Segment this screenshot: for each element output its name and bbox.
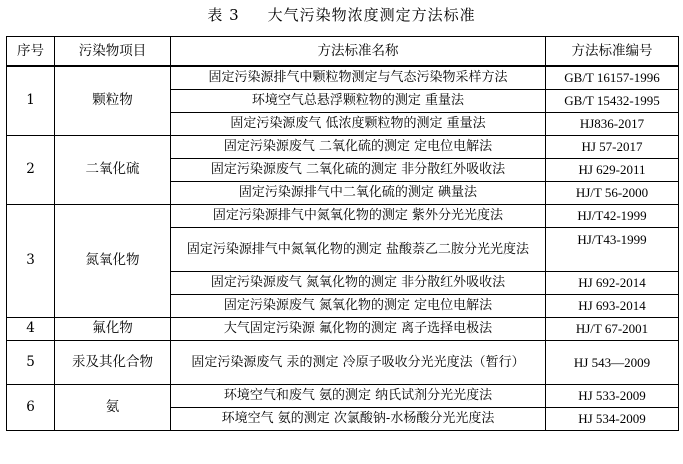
pollutant-name: 氨 bbox=[55, 384, 171, 430]
pollutant-name: 氮氧化物 bbox=[55, 204, 171, 317]
method-code: HJ/T 67-2001 bbox=[546, 317, 679, 340]
header-pollutant: 污染物项目 bbox=[55, 37, 171, 67]
method-code: HJ 693-2014 bbox=[546, 294, 679, 317]
pollutant-name: 颗粒物 bbox=[55, 66, 171, 135]
table-row bbox=[7, 66, 679, 89]
table-row bbox=[7, 340, 679, 384]
header-index: 序号 bbox=[7, 37, 55, 67]
method-name: 环境空气和废气 氨的测定 纳氏试剂分光光度法 bbox=[171, 384, 546, 407]
method-code: HJ 534-2009 bbox=[546, 407, 679, 430]
pollutant-name: 汞及其化合物 bbox=[55, 340, 171, 384]
header-row bbox=[7, 37, 679, 67]
row-index: 5 bbox=[7, 340, 55, 384]
method-code: HJ/T43-1999 bbox=[546, 227, 679, 271]
method-name: 固定污染源排气中二氧化硫的测定 碘量法 bbox=[171, 181, 546, 204]
method-code: HJ 543—2009 bbox=[546, 340, 679, 384]
table-caption bbox=[0, 4, 683, 25]
method-name: 环境空气 氨的测定 次氯酸钠-水杨酸分光光度法 bbox=[171, 407, 546, 430]
method-name: 固定污染源废气 氮氧化物的测定 定电位电解法 bbox=[171, 294, 546, 317]
pollutant-name: 二氧化硫 bbox=[55, 135, 171, 204]
method-code: HJ836-2017 bbox=[546, 112, 679, 135]
header-method: 方法标准名称 bbox=[171, 37, 546, 67]
row-index: 4 bbox=[7, 317, 55, 340]
table-title: 大气污染物浓度测定方法标准 bbox=[267, 6, 476, 24]
table-row bbox=[7, 135, 679, 158]
pollutant-name: 氟化物 bbox=[55, 317, 171, 340]
standards-table bbox=[6, 36, 679, 431]
method-name: 固定污染源废气 汞的测定 冷原子吸收分光光度法（暂行） bbox=[171, 340, 546, 384]
method-name: 大气固定污染源 氟化物的测定 离子选择电极法 bbox=[171, 317, 546, 340]
table-row bbox=[7, 204, 679, 227]
method-code: GB/T 16157-1996 bbox=[546, 66, 679, 89]
method-name: 固定污染源废气 氮氧化物的测定 非分散红外吸收法 bbox=[171, 271, 546, 294]
method-name: 固定污染源废气 低浓度颗粒物的测定 重量法 bbox=[171, 112, 546, 135]
row-index: 6 bbox=[7, 384, 55, 430]
table-row bbox=[7, 384, 679, 407]
row-index: 1 bbox=[7, 66, 55, 135]
method-name: 固定污染源废气 二氧化硫的测定 非分散红外吸收法 bbox=[171, 158, 546, 181]
method-name: 固定污染源排气中氮氧化物的测定 紫外分光光度法 bbox=[171, 204, 546, 227]
row-index: 3 bbox=[7, 204, 55, 317]
method-code: HJ/T 56-2000 bbox=[546, 181, 679, 204]
method-code: HJ 57-2017 bbox=[546, 135, 679, 158]
method-name: 固定污染源排气中颗粒物测定与气态污染物采样方法 bbox=[171, 66, 546, 89]
method-code: HJ/T42-1999 bbox=[546, 204, 679, 227]
method-code: HJ 629-2011 bbox=[546, 158, 679, 181]
header-code: 方法标准编号 bbox=[546, 37, 679, 67]
row-index: 2 bbox=[7, 135, 55, 204]
table-number: 表 3 bbox=[207, 6, 240, 24]
method-name: 环境空气总悬浮颗粒物的测定 重量法 bbox=[171, 89, 546, 112]
method-name: 固定污染源废气 二氧化硫的测定 定电位电解法 bbox=[171, 135, 546, 158]
table-row bbox=[7, 317, 679, 340]
method-code: HJ 692-2014 bbox=[546, 271, 679, 294]
method-code: HJ 533-2009 bbox=[546, 384, 679, 407]
method-code: GB/T 15432-1995 bbox=[546, 89, 679, 112]
method-name: 固定污染源排气中氮氧化物的测定 盐酸萘乙二胺分光光度法 bbox=[171, 227, 546, 271]
